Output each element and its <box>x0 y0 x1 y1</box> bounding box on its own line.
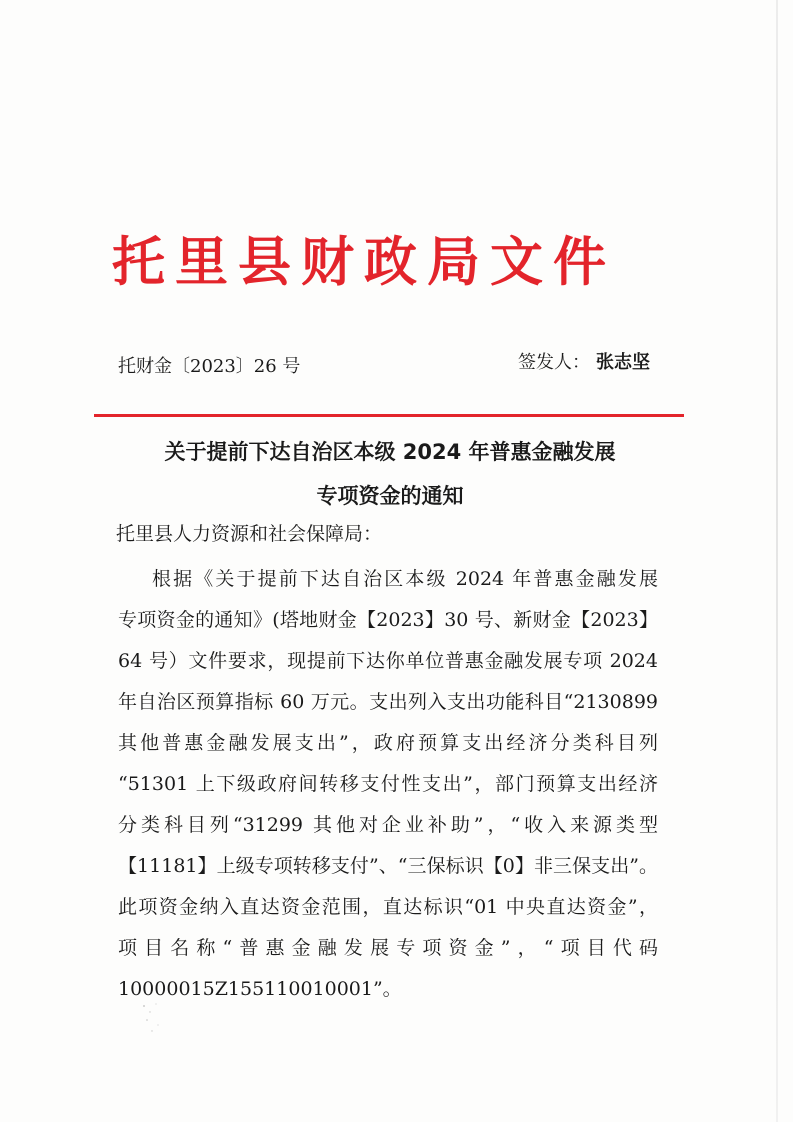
body-line: 64 号）文件要求，现提前下达你单位普惠金融发展专项 2024 <box>118 650 658 672</box>
body-line: 专项资金的通知》(塔地财金【2023】30 号、新财金【2023】 <box>118 609 658 631</box>
body-line: 年自治区预算指标 60 万元。支出列入支出功能科目“2130899 <box>118 691 658 713</box>
body-line: 其他普惠金融发展支出”，政府预算支出经济分类科目列 <box>118 732 658 754</box>
document-header-title: 托里县财政局文件 <box>112 232 616 293</box>
notice-title-line-2: 专项资金的通知 <box>316 484 464 508</box>
scan-artifact <box>138 998 168 1038</box>
body-line: 项目名称“普惠金融发展专项资金”，“项目代码 <box>118 937 658 959</box>
body-line: “51301 上下级政府间转移支付性支出”，部门预算支出经济 <box>118 773 658 795</box>
document-number: 托财金〔2023〕26 号 <box>118 356 301 377</box>
signer-label: 签发人： <box>518 352 590 373</box>
body-line: 10000015Z155110010001”。 <box>118 978 402 1000</box>
signer-block <box>518 350 650 376</box>
scan-edge <box>776 0 778 1122</box>
body-line: 【11181】上级专项转移支付”、“三保标识【0】非三保支出”。 <box>118 855 658 877</box>
addressee: 托里县人力资源和社会保障局： <box>116 523 383 545</box>
notice-title <box>100 430 680 518</box>
body-line: 根据《关于提前下达自治区本级 2024 年普惠金融发展 <box>152 568 658 590</box>
body-line: 分类科目列“31299 其他对企业补助”，“收入来源类型 <box>118 814 658 836</box>
notice-title-line-1: 关于提前下达自治区本级 2024 年普惠金融发展 <box>164 440 616 464</box>
header-divider <box>94 414 684 417</box>
signer-name: 张志坚 <box>596 352 650 373</box>
body-line: 此项资金纳入直达资金范围，直达标识“01 中央直达资金”， <box>118 896 658 918</box>
